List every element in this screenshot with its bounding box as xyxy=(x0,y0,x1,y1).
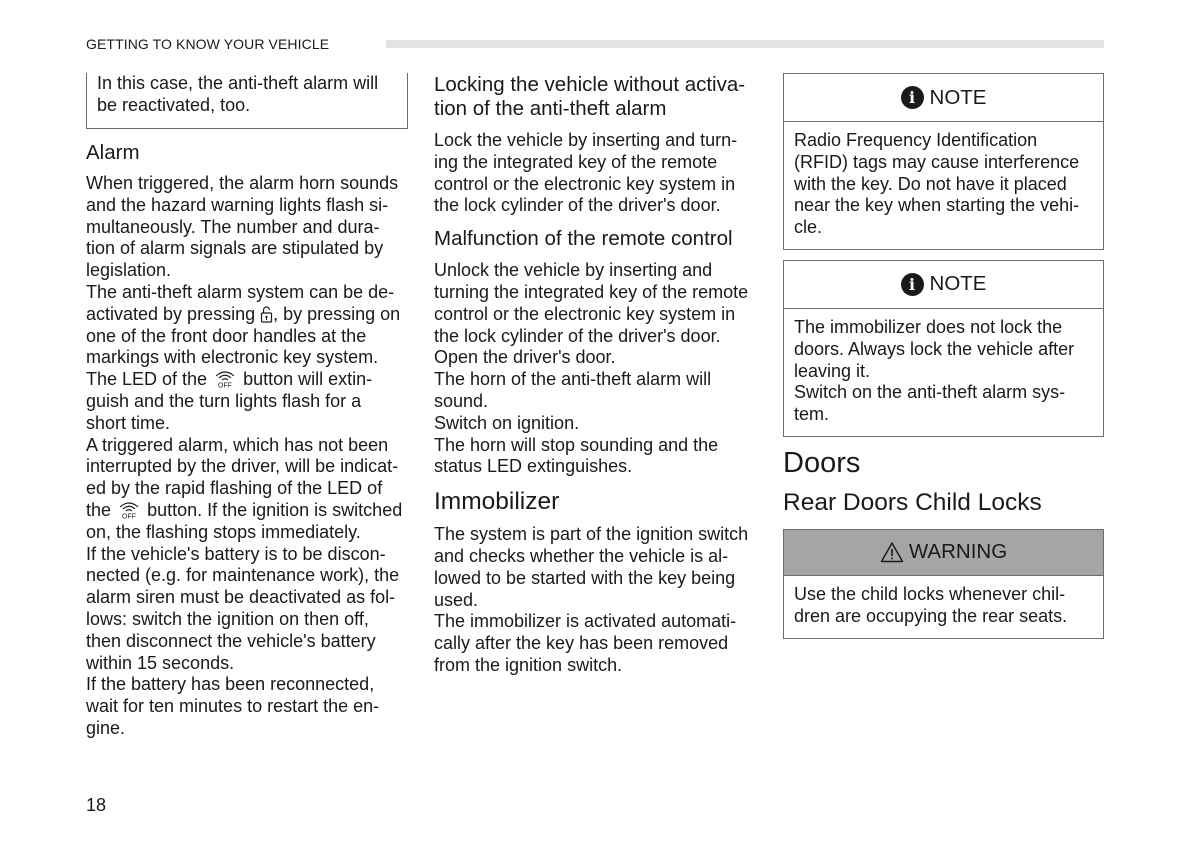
continued-note-line: be reactivated, too. xyxy=(97,94,251,115)
note-header xyxy=(784,261,1103,309)
unlock-icon xyxy=(260,305,273,323)
header-rule xyxy=(386,40,1104,48)
note-label: NOTE xyxy=(929,272,987,296)
running-header: GETTING TO KNOW YOUR VEHICLE xyxy=(86,36,330,52)
note-body: The immobilizer does not lock the doors. Always lock the vehicle after leaving it. Switch on the anti-theft alarm sys- tem. xyxy=(794,316,1075,425)
column-right xyxy=(783,73,1104,639)
note-header xyxy=(784,74,1103,122)
note-label: NOTE xyxy=(929,85,987,109)
svg-text:OFF: OFF xyxy=(122,513,137,519)
warning-header xyxy=(784,530,1103,576)
child-locks-heading: Rear Doors Child Locks xyxy=(783,488,1042,516)
malfunction-heading: Malfunction of the remote control xyxy=(434,227,733,251)
alarm-heading: Alarm xyxy=(86,141,140,164)
continued-note-line: In this case, the anti-theft alarm will xyxy=(97,73,379,93)
immobilizer-heading: Immobilizer xyxy=(434,488,560,516)
continued-note-box xyxy=(86,73,408,129)
warning-box xyxy=(783,529,1104,639)
info-icon: i xyxy=(901,273,924,296)
column-middle xyxy=(434,73,764,677)
immobilizer-text: The system is part of the ignition switch and checks whether the vehicle is al- lowed to be started with the key being used. The immobilizer is activated automati- cally after the key has been removed from the ignition switch. xyxy=(434,524,749,675)
doors-heading: Doors xyxy=(783,446,861,479)
note-body: Radio Frequency Identification (RFID) tags may cause interference with the key. Do not have it placed near the key when starting the vehi- cle. xyxy=(794,130,1080,238)
svg-text:OFF: OFF xyxy=(218,382,233,389)
alarm-off-button-icon xyxy=(212,369,238,388)
malfunction-text: Unlock the vehicle by inserting and turning the integrated key of the remote control or the electronic key system in the lock cylinder of the driver's door. Open the driver's door. The horn of the anti-theft alarm will sound. Switch on ignition. The horn will stop sounding and the status LED extinguishes. xyxy=(434,260,749,477)
note-box-rfid xyxy=(783,73,1104,250)
alarm-off-button-icon xyxy=(116,500,142,519)
warning-triangle-icon xyxy=(880,541,904,563)
locking-heading: Locking the vehicle without activa- tion of the anti-theft alarm xyxy=(434,73,746,120)
warning-body: Use the child locks whenever chil- dren are occupying the rear seats. xyxy=(794,583,1068,626)
column-left xyxy=(86,73,408,740)
alarm-text: When triggered, the alarm horn sounds and the hazard warning lights flash si- multaneously. The number and dura- tion of alarm signals are stipulated by legislation. The anti-theft alarm system can be de- activated by pressing , by pressing on one of the front door handles at the markings with electronic key system. The LED of the OFF button will extin- guish and the turn lights flash for a short time. A triggered alarm, which has not been interrupted by the driver, will be indicat- ed by the rapid flashing of the LED of the OFF button. If the ignition is switched on, the flashing stops immediately. If the vehicle's battery is to be discon- nected (e.g. for maintenance work), the alarm siren must be deactivated as fol- lows: switch the ignition on then off, then disconnect the vehicle's battery within 15 seconds. If the battery has been reconnected, wait for ten minutes to restart the en- gine. xyxy=(86,173,403,738)
page-number: 18 xyxy=(86,795,107,815)
warning-label: WARNING xyxy=(908,540,1008,564)
locking-text: Lock the vehicle by inserting and turn- ing the integrated key of the remote control or the electronic key system in the lock cylinder of the driver's door. xyxy=(434,130,738,216)
note-box-immobilizer xyxy=(783,260,1104,437)
info-icon: i xyxy=(901,86,924,109)
